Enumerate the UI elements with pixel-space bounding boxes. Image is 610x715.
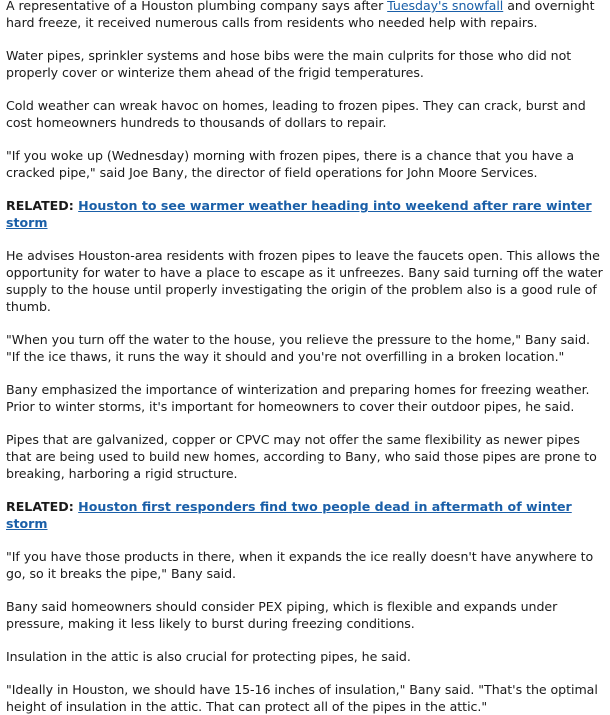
article-paragraph: "Ideally in Houston, we should have 15-16 inches of insulation," Bany said. "That's the optimal height of insulation in the attic. That can protect all of the pipes in the attic." — [6, 682, 598, 714]
article-paragraph: Pipes that are galvanized, copper or CPVC may not offer the same flexibility as newer pipes that are being used to build new homes, according to Bany, who said those pipes are prone to breaking, harboring a rigid structure. — [6, 432, 597, 481]
article-paragraph: Bany emphasized the importance of winterization and preparing homes for freezing weather. Prior to winter storms, it's important for homeowners to cover their outdoor pipes, he said. — [6, 382, 590, 414]
paragraph-text: and overnight hard freeze, it received numerous calls from residents who needed help with repairs. — [6, 0, 595, 30]
tuesday-snowfall-link[interactable]: Tuesday's snowfall — [387, 0, 504, 13]
article-paragraph: Water pipes, sprinkler systems and hose bibs were the main culprits for those who did not properly cover or winterize them ahead of the frigid temperatures. — [6, 48, 572, 80]
related-label: RELATED: — [6, 499, 74, 514]
paragraph-text: A representative of a Houston plumbing company says after — [6, 0, 388, 13]
related-link-block — [6, 498, 604, 532]
article-paragraph: He advises Houston-area residents with frozen pipes to leave the faucets open. This allows the opportunity for water to have a place to escape as it unfreezes. Bany said turning off the water supply to the house until properly investigating the origin of the problem also is a good rule of thumb. — [6, 248, 603, 314]
article-paragraph — [6, 0, 604, 31]
article-paragraph: "If you have those products in there, when it expands the ice really doesn't have anywhere to go, so it breaks the pipe," Bany said. — [6, 549, 594, 581]
article-paragraph: Insulation in the attic is also crucial for protecting pipes, he said. — [6, 649, 411, 664]
related-link-block — [6, 197, 604, 231]
related-article-link[interactable]: Houston first responders find two people dead in aftermath of winter storm — [6, 499, 572, 531]
article-paragraph: "When you turn off the water to the house, you relieve the pressure to the home," Bany said. "If the ice thaws, it runs the way it should and you're not overfilling in a broken location." — [6, 332, 590, 364]
related-article-link[interactable]: Houston to see warmer weather heading into weekend after rare winter storm — [6, 198, 592, 230]
article-paragraph: Bany said homeowners should consider PEX piping, which is flexible and expands under pressure, making it less likely to burst during freezing conditions. — [6, 599, 558, 631]
article-paragraph: "If you woke up (Wednesday) morning with frozen pipes, there is a chance that you have a cracked pipe," said Joe Bany, the director of field operations for John Moore Services. — [6, 148, 575, 180]
related-label: RELATED: — [6, 198, 74, 213]
article-paragraph: Cold weather can wreak havoc on homes, leading to frozen pipes. They can crack, burst and cost homeowners hundreds to thousands of dollars to repair. — [6, 98, 586, 130]
